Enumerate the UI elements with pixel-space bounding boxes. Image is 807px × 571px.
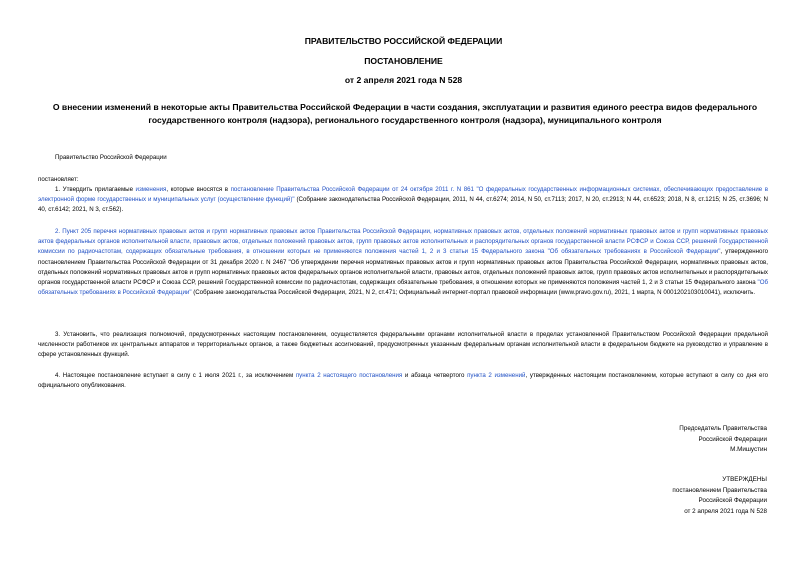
approval-line-4: от 2 апреля 2021 года N 528: [684, 507, 767, 515]
signature-name: М.Мишустин: [730, 446, 767, 453]
link-item-2-changes[interactable]: пункта 2 изменений: [467, 372, 526, 379]
paragraph-4: 4. Настоящее постановление вступает в силу с 1 июля 2021 г., за исключением пункта 2 настоящего постановления и абзаца четвертого пункта 2 изменений, утвержденных настоящим постановлением, которые вступают в силу со дня его официального опубликования.: [38, 372, 768, 390]
link-item-205[interactable]: 2. Пункт 205 перечня нормативных правовых актов и групп нормативных правовых актов Правительства Российской Федерации, нормативных правовых актов, отдельных положений нормативных правовых актов и групп нормативных правовых актов федеральных органов исполнительной власти, правовых актов, отдельных положений правовых актов, групп правовых актов исполнительных и распорядительных органов государственной власти РСФСР и Союза ССР, решений Государственной комиссии по радиочастотам, содержащих обязательные требования, в отношении которых не применяются положения частей 1, 2 и 3 статьи 15 Федерального закона "Об обязательных требованиях в Российской Федерации": [38, 228, 768, 256]
link-decree-861[interactable]: постановление Правительства Российской Федерации от 24 октября 2011 г. N 861 "О федеральных государственных информационных системах, обеспечивающих предоставление в электронной форме государственных и муниципальных услуг (осуществление функций)": [38, 186, 769, 204]
signature-position: Председатель Правительства: [679, 425, 767, 432]
paragraph-2: 2. Пункт 205 перечня нормативных правовых актов и групп нормативных правовых актов Правительства Российской Федерации, нормативных правовых актов, отдельных положений нормативных правовых актов и групп нормативных правовых актов федеральных органов исполнительной власти, правовых актов, отдельных положений правовых актов, групп правовых актов исполнительных и распорядительных органов государственной власти РСФСР и Союза ССР, решений Государственной комиссии по радиочастотам, содержащих обязательные требования, в отношении которых не применяются положения частей 1, 2 и 3 статьи 15 Федерального закона "Об обязательных требованиях в Российской Федерации", утвержденного постановлением Правительства Российской Федерации от 31 декабря 2020 г. N 2467 "Об утверждении перечня нормативных правовых актов и групп нормативных правовых актов Правительства Российской Федерации, нормативных правовых актов, отдельных положений нормативных правовых актов и групп нормативных правовых актов федеральных органов исполнительной власти, правовых актов, отдельных положений правовых актов, групп правовых актов исполнительных и распорядительных органов государственной власти РСФСР и Союза ССР, решений Государственной комиссии по радиочастотам, содержащих обязательные требования, в отношении которых не применяются положения частей 1, 2 и 3 статьи 15 Федерального закона "Об обязательных требованиях в Российской Федерации" (Собрание законодательства Российской Федерации, 2021, N 2, ст.471; Официальный интернет-портал правовой информации (www.pravo.gov.ru), 2021, 1 марта, N 0001202103010041), исключить.: [38, 228, 768, 297]
intro-text: Правительство Российской Федерации: [55, 154, 167, 161]
government-heading: ПРАВИТЕЛЬСТВО РОССИЙСКОЙ ФЕДЕРАЦИИ: [304, 36, 503, 46]
signature-org: Российской Федерации: [698, 435, 767, 443]
decrees-text: постановляет:: [38, 176, 79, 183]
approval-line-2: постановлением Правительства: [672, 486, 767, 494]
document-type: ПОСТАНОВЛЕНИЕ: [364, 56, 443, 66]
link-federal-law[interactable]: "Об обязательных требованиях в Российской Федерации": [38, 279, 768, 297]
document-date-number: от 2 апреля 2021 года N 528: [344, 75, 463, 85]
link-changes[interactable]: изменения: [135, 186, 167, 193]
paragraph-3: 3. Установить, что реализация полномочий, предусмотренных настоящим постановлением, осуществляется федеральными органами исполнительной власти в пределах установленной Правительством Российской Федерации предельной численности работников их центральных аппаратов и территориальных органов, а также бюджетных ассигнований, предусмотренных указанным федеральным органам исполнительной власти в федеральном бюджете на руководство и управление в сфере установленных функций.: [38, 331, 768, 359]
signature-block: [679, 424, 767, 456]
paragraph-1: 1. Утвердить прилагаемые изменения, которые вносятся в постановление Правительства Российской Федерации от 24 октября 2011 г. N 861 "О федеральных государственных информационных системах, обеспечивающих предоставление в электронной форме государственных и муниципальных услуг (осуществление функций)" (Собрание законодательства Российской Федерации, 2011, N 44, ст.6274; 2014, N 50, ст.7113; 2017, N 20, ст.2913; N 44, ст.6523; 2018, N 8, ст.1215; N 25, ст.3696; N 40, ст.6142; 2021, N 3, ст.562).: [38, 186, 769, 214]
link-item-2-decree[interactable]: пункта 2 настоящего постановления: [295, 372, 403, 379]
approval-block: [672, 475, 767, 517]
approval-heading: УТВЕРЖДЕНЫ: [722, 476, 767, 483]
document-title: О внесении изменений в некоторые акты Правительства Российской Федерации в части создания, эксплуатации и развития единого реестра видов федерального государственного контроля (надзора), регионального государственного контроля (надзора), муниципального контроля: [52, 102, 758, 125]
approval-line-3: Российской Федерации: [698, 497, 767, 504]
